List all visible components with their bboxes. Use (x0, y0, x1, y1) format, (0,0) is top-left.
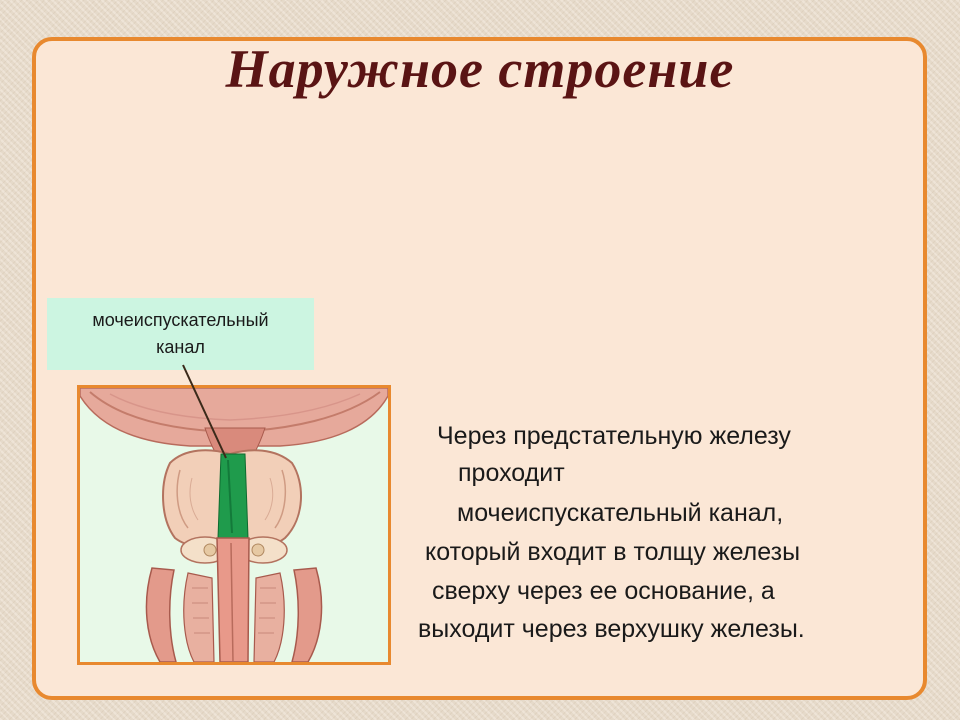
callout-line-1: мочеиспускательный (92, 310, 269, 330)
slide-title: Наружное строение (225, 39, 735, 99)
callout-line-2: канал (156, 337, 205, 357)
description-line-4: который входит в толщу железы (425, 538, 801, 566)
description-line-1: Через предстательную железу (437, 422, 791, 450)
prostate-anatomy-figure (77, 385, 391, 665)
description-line-2: проходит (458, 459, 565, 487)
description-line-6: выходит через верхушку железы. (418, 615, 805, 643)
description-line-5: сверху через ее основание, а (432, 577, 775, 605)
prostate-illustration-icon (80, 388, 388, 662)
description-line-3: мочеиспускательный канал, (457, 499, 784, 527)
urethra-callout-label (47, 298, 314, 370)
